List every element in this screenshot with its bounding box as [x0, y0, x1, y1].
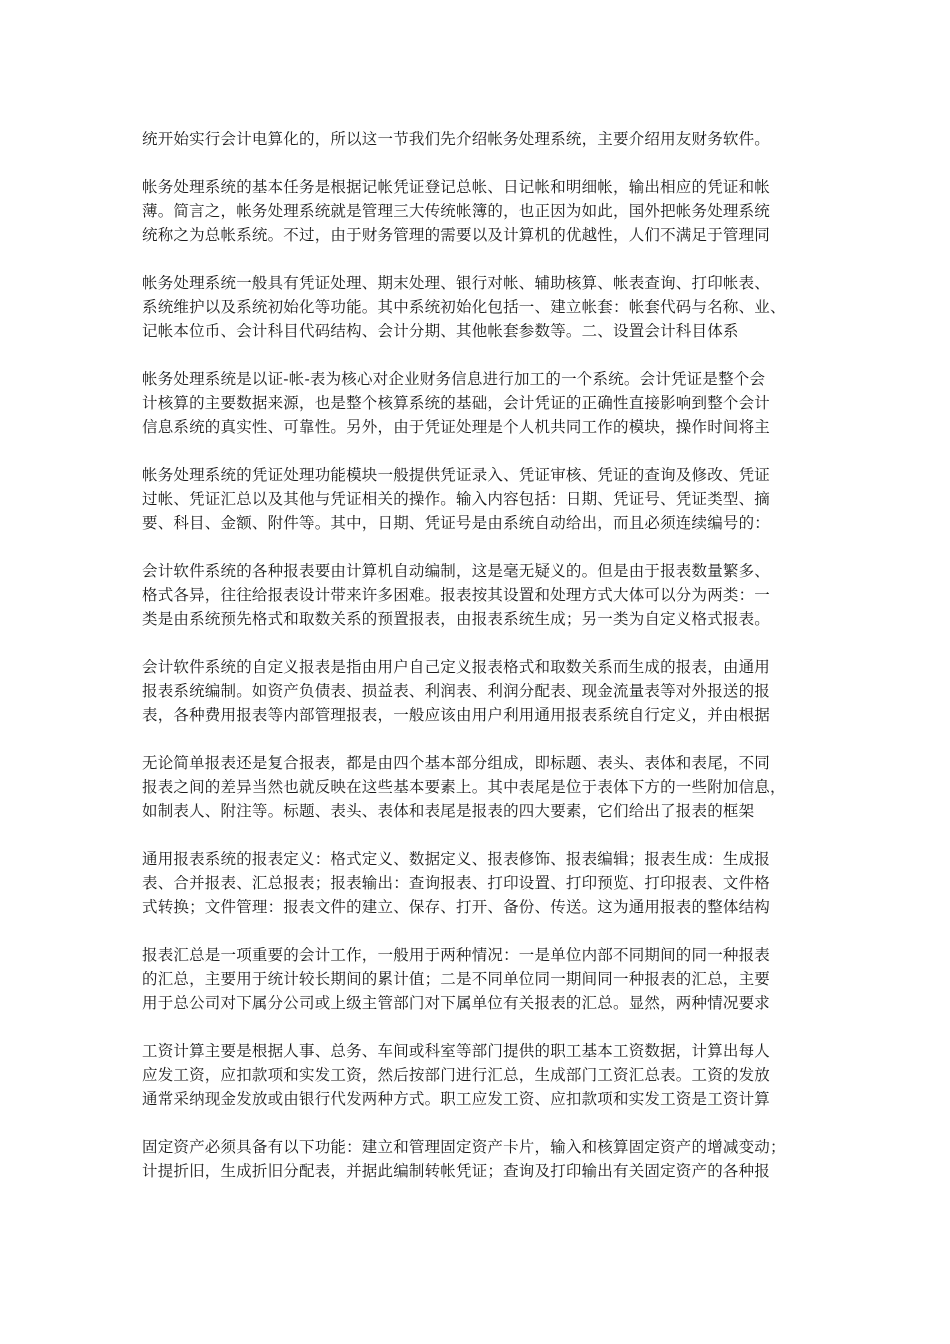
- text-line: 统开始实行会计电算化的，所以这一节我们先介绍帐务处理系统，主要介绍用友财务软件。: [142, 130, 771, 148]
- text-line: 帐务处理系统的基本任务是根据记帐凭证登记总帐、日记帐和明细帐，输出相应的凭证和帐: [142, 178, 771, 196]
- text-line: 应发工资，应扣款项和实发工资，然后按部门进行汇总，生成部门工资汇总表。工资的发放: [142, 1066, 771, 1084]
- text-line: 系统维护以及系统初始化等功能。其中系统初始化包括一、建立帐套：帐套代码与名称、业、: [142, 298, 786, 316]
- paragraph: [142, 463, 818, 535]
- text-line: 表，各种费用报表等内部管理报表，一般应该由用户利用通用报表系统自行定义，并由根据: [142, 706, 771, 724]
- text-line: 类是由系统预先格式和取数关系的预置报表，由报表系统生成；另一类为自定义格式报表。: [142, 610, 771, 628]
- text-line: 要、科目、金额、附件等。其中，日期、凭证号是由系统自动给出，而且必须连续编号的：: [142, 514, 771, 532]
- text-line: 的汇总，主要用于统计较长期间的累计值；二是不同单位同一期间同一种报表的汇总，主要: [142, 970, 771, 988]
- text-line: 工资计算主要是根据人事、总务、车间或科室等部门提供的职工基本工资数据，计算出每人: [142, 1042, 771, 1060]
- text-line: 无论简单报表还是复合报表，都是由四个基本部分组成，即标题、表头、表体和表尾，不同: [142, 754, 771, 772]
- document-body: [142, 127, 818, 1207]
- text-line: 报表系统编制。如资产负债表、损益表、利润表、利润分配表、现金流量表等对外报送的报: [142, 682, 771, 700]
- text-line: 固定资产必须具备有以下功能：建立和管理固定资产卡片，输入和核算固定资产的增减变动；: [142, 1138, 786, 1156]
- text-line: 格式各异，往往给报表设计带来许多困难。报表按其设置和处理方式大体可以分为两类：一: [142, 586, 771, 604]
- text-line: 表、合并报表、汇总报表；报表输出：查询报表、打印设置、打印预览、打印报表、文件格: [142, 874, 771, 892]
- text-line: 帐务处理系统是以证-帐-表为核心对企业财务信息进行加工的一个系统。会计凭证是整个会: [142, 370, 766, 388]
- paragraph: [142, 127, 818, 151]
- text-line: 帐务处理系统一般具有凭证处理、期末处理、银行对帐、辅助核算、帐表查询、打印帐表、: [142, 274, 771, 292]
- text-line: 会计软件系统的各种报表要由计算机自动编制，这是毫无疑义的。但是由于报表数量繁多、: [142, 562, 771, 580]
- paragraph: [142, 655, 818, 727]
- text-line: 用于总公司对下属分公司或上级主管部门对下属单位有关报表的汇总。显然，两种情况要求: [142, 994, 771, 1012]
- text-line: 薄。简言之，帐务处理系统就是管理三大传统帐簿的，也正因为如此，国外把帐务处理系统: [142, 202, 771, 220]
- text-line: 通用报表系统的报表定义：格式定义、数据定义、报表修饰、报表编辑；报表生成：生成报: [142, 850, 771, 868]
- paragraph: [142, 367, 818, 439]
- text-line: 报表之间的差异当然也就反映在这些基本要素上。其中表尾是位于表体下方的一些附加信息，: [142, 778, 786, 796]
- text-line: 计提折旧，生成折旧分配表，并据此编制转帐凭证；查询及打印输出有关固定资产的各种报: [142, 1162, 771, 1180]
- text-line: 记帐本位币、会计科目代码结构、会计分期、其他帐套参数等。二、设置会计科目体系: [142, 322, 739, 340]
- text-line: 会计软件系统的自定义报表是指由用户自己定义报表格式和取数关系而生成的报表，由通用: [142, 658, 771, 676]
- paragraph: [142, 559, 818, 631]
- paragraph: [142, 175, 818, 247]
- text-line: 通常采纳现金发放或由银行代发两种方式。职工应发工资、应扣款项和实发工资是工资计算: [142, 1090, 771, 1108]
- text-line: 过帐、凭证汇总以及其他与凭证相关的操作。输入内容包括：日期、凭证号、凭证类型、摘: [142, 490, 771, 508]
- text-line: 计核算的主要数据来源，也是整个核算系统的基础，会计凭证的正确性直接影响到整个会计: [142, 394, 771, 412]
- paragraph: [142, 1135, 818, 1183]
- text-line: 信息系统的真实性、可靠性。另外，由于凭证处理是个人机共同工作的模块，操作时间将主: [142, 418, 771, 436]
- text-line: 帐务处理系统的凭证处理功能模块一般提供凭证录入、凭证审核、凭证的查询及修改、凭证: [142, 466, 771, 484]
- paragraph: [142, 1039, 818, 1111]
- paragraph: [142, 943, 818, 1015]
- text-line: 报表汇总是一项重要的会计工作，一般用于两种情况：一是单位内部不同期间的同一种报表: [142, 946, 771, 964]
- text-line: 统称之为总帐系统。不过，由于财务管理的需要以及计算机的优越性，人们不满足于管理同: [142, 226, 771, 244]
- text-line: 式转换；文件管理：报表文件的建立、保存、打开、备份、传送。这为通用报表的整体结构: [142, 898, 771, 916]
- paragraph: [142, 847, 818, 919]
- text-line: 如制表人、附注等。标题、表头、表体和表尾是报表的四大要素，它们给出了报表的框架: [142, 802, 755, 820]
- paragraph: [142, 751, 818, 823]
- paragraph: [142, 271, 818, 343]
